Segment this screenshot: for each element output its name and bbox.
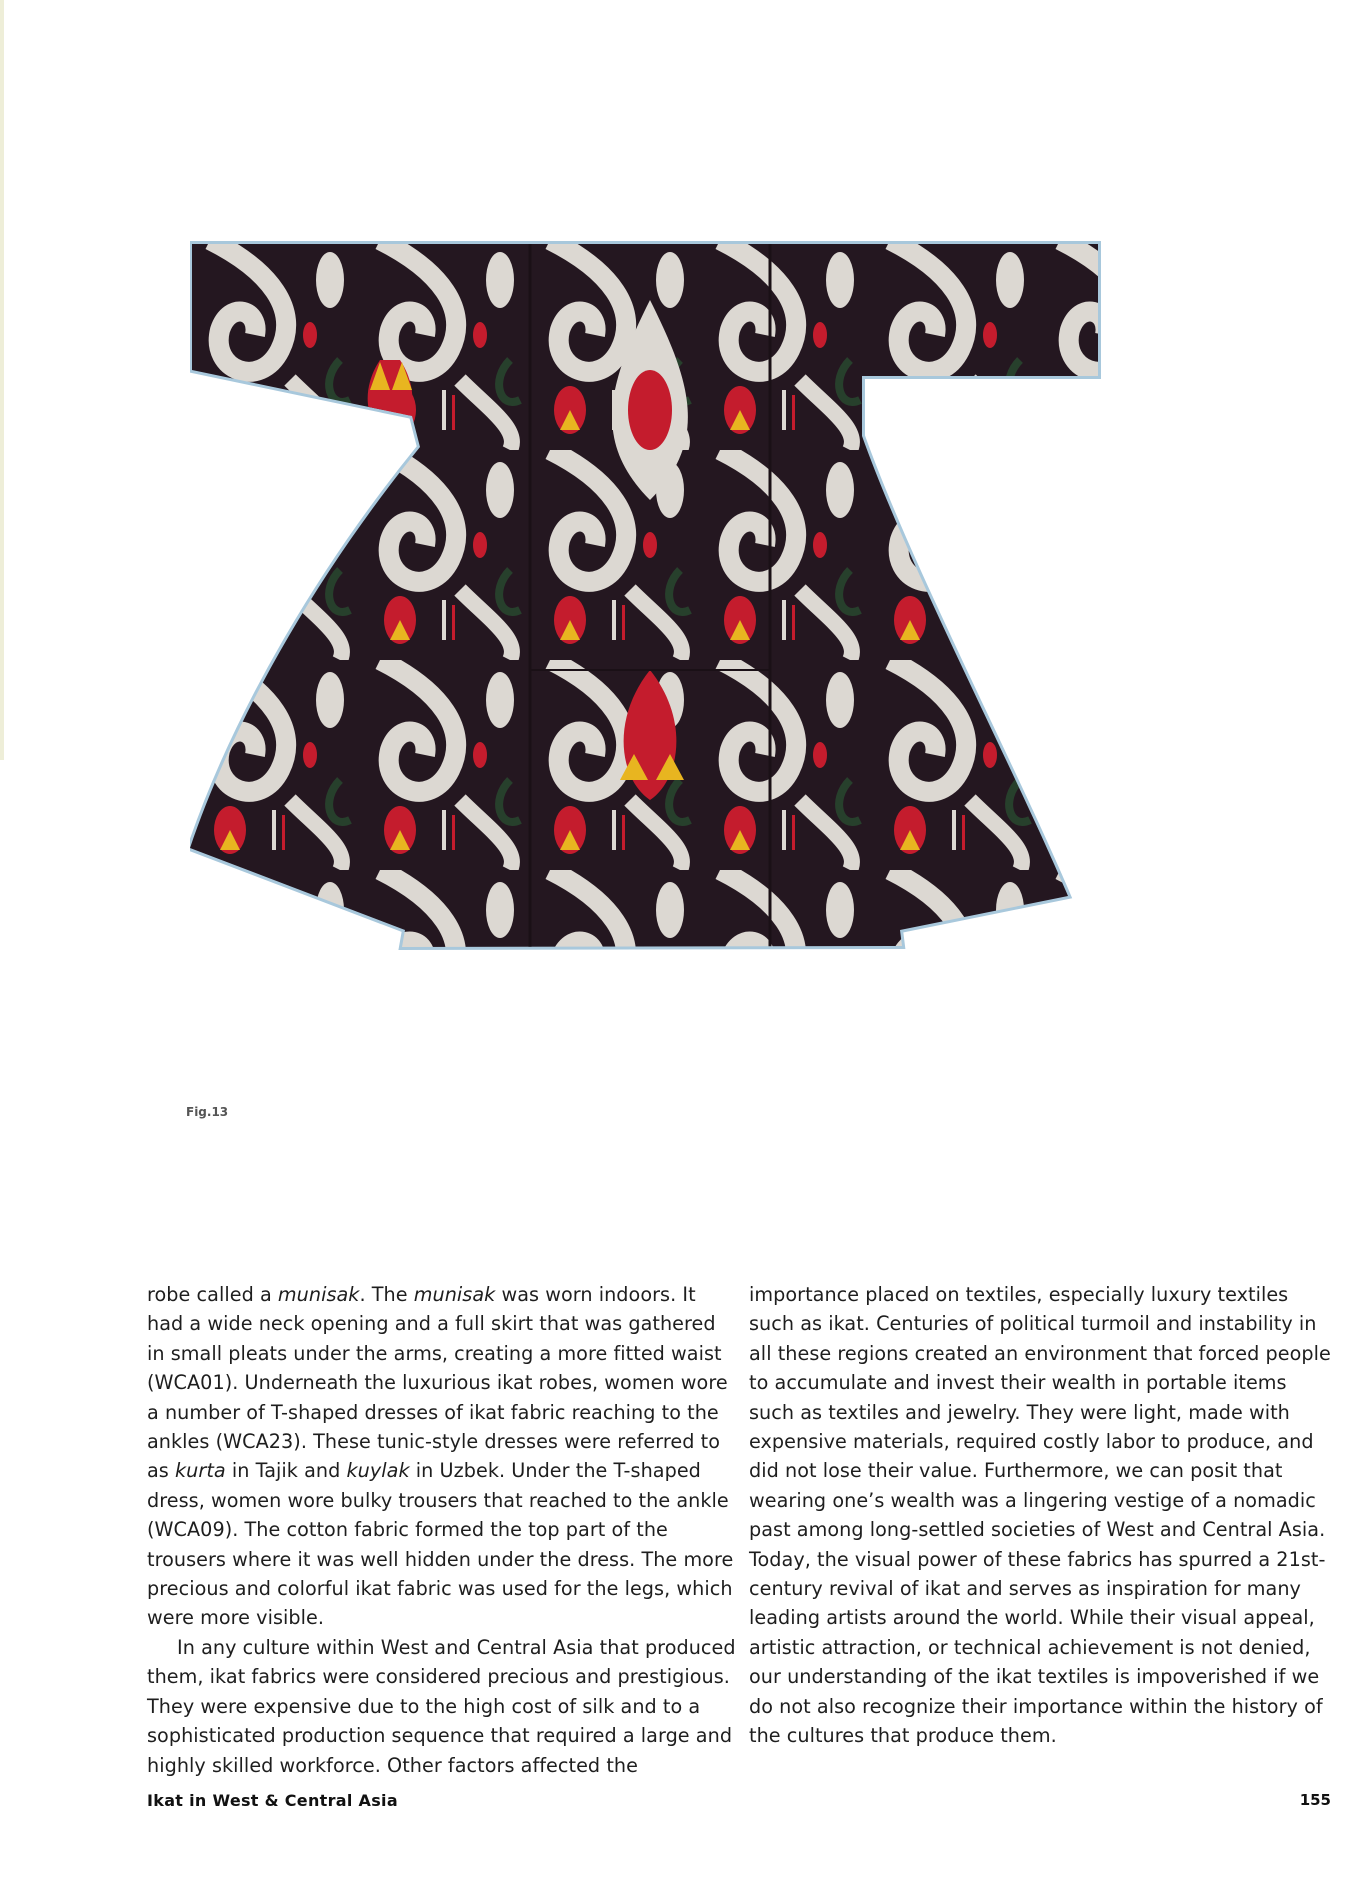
left-red-motif [368, 360, 413, 440]
italic-term: kurta [175, 1459, 226, 1483]
text-run: . The [359, 1283, 414, 1306]
body-column-left [147, 1280, 737, 1780]
page-number: 155 [1299, 1791, 1331, 1809]
text-run: robe called a [147, 1283, 278, 1306]
text-run: was worn indoors. It had a wide neck opening and a full skirt that was gathered in small pleats under the arms, creating a more fitted waist (WCA01). Underneath the luxurious ikat robes, women wore a number of T-shaped dresses of ikat fabric reaching to the ankles (WCA23). These tunic-style dresses were referred to as [147, 1283, 728, 1483]
italic-term: kuylak [346, 1459, 410, 1483]
body-paragraph [147, 1280, 737, 1633]
figure-label: Fig.13 [186, 1105, 229, 1119]
italic-term: munisak [413, 1283, 496, 1306]
italic-term: munisak [277, 1283, 360, 1306]
body-paragraph [147, 1633, 737, 1780]
ikat-robe-image [190, 240, 1270, 1130]
center-red-motif [628, 370, 672, 450]
running-footer-title: Ikat in West & Central Asia [147, 1791, 398, 1810]
text-run: importance placed on textiles, especially luxury textiles such as ikat. Centuries of political turmoil and instability in all these regions created an environment that forced people to accumulate and invest their wealth in portable items such as textiles and jewelry. They were light, made with expensive materials, required costly labor to produce, and did not lose their value. Furthermore, we can posit that wearing one’s wealth was a lingering vestige of a nomadic past among long-settled societies of West and Central Asia. Today, the visual power of these fabrics has spurred a 21st-century revival of ikat and serves as inspiration for many leading artists around the world. While their visual appeal, artistic attraction, or technical achievement is not denied, our understanding of the ikat textiles is impoverished if we do not also recognize their importance within the history of the cultures that produce them. [749, 1283, 1331, 1748]
body-column-right [749, 1280, 1331, 1751]
text-run: In any culture within West and Central Asia that produced them, ikat fabrics were considered precious and prestigious. They were expensive due to the high cost of silk and to a sophisticated production sequence that required a large and highly skilled workforce. Other factors affected the [147, 1635, 736, 1777]
text-run: in Uzbek. Under the T-shaped dress, women wore bulky trousers that reached to the ankle (WCA09). The cotton fabric formed the top part of the trousers where it was well hidden under the dress. The more precious and colorful ikat fabric was used for the legs, which were more visible. [147, 1459, 734, 1630]
body-paragraph [749, 1280, 1331, 1751]
page-edge-strip [0, 0, 4, 760]
text-run: in Tajik and [225, 1459, 347, 1483]
